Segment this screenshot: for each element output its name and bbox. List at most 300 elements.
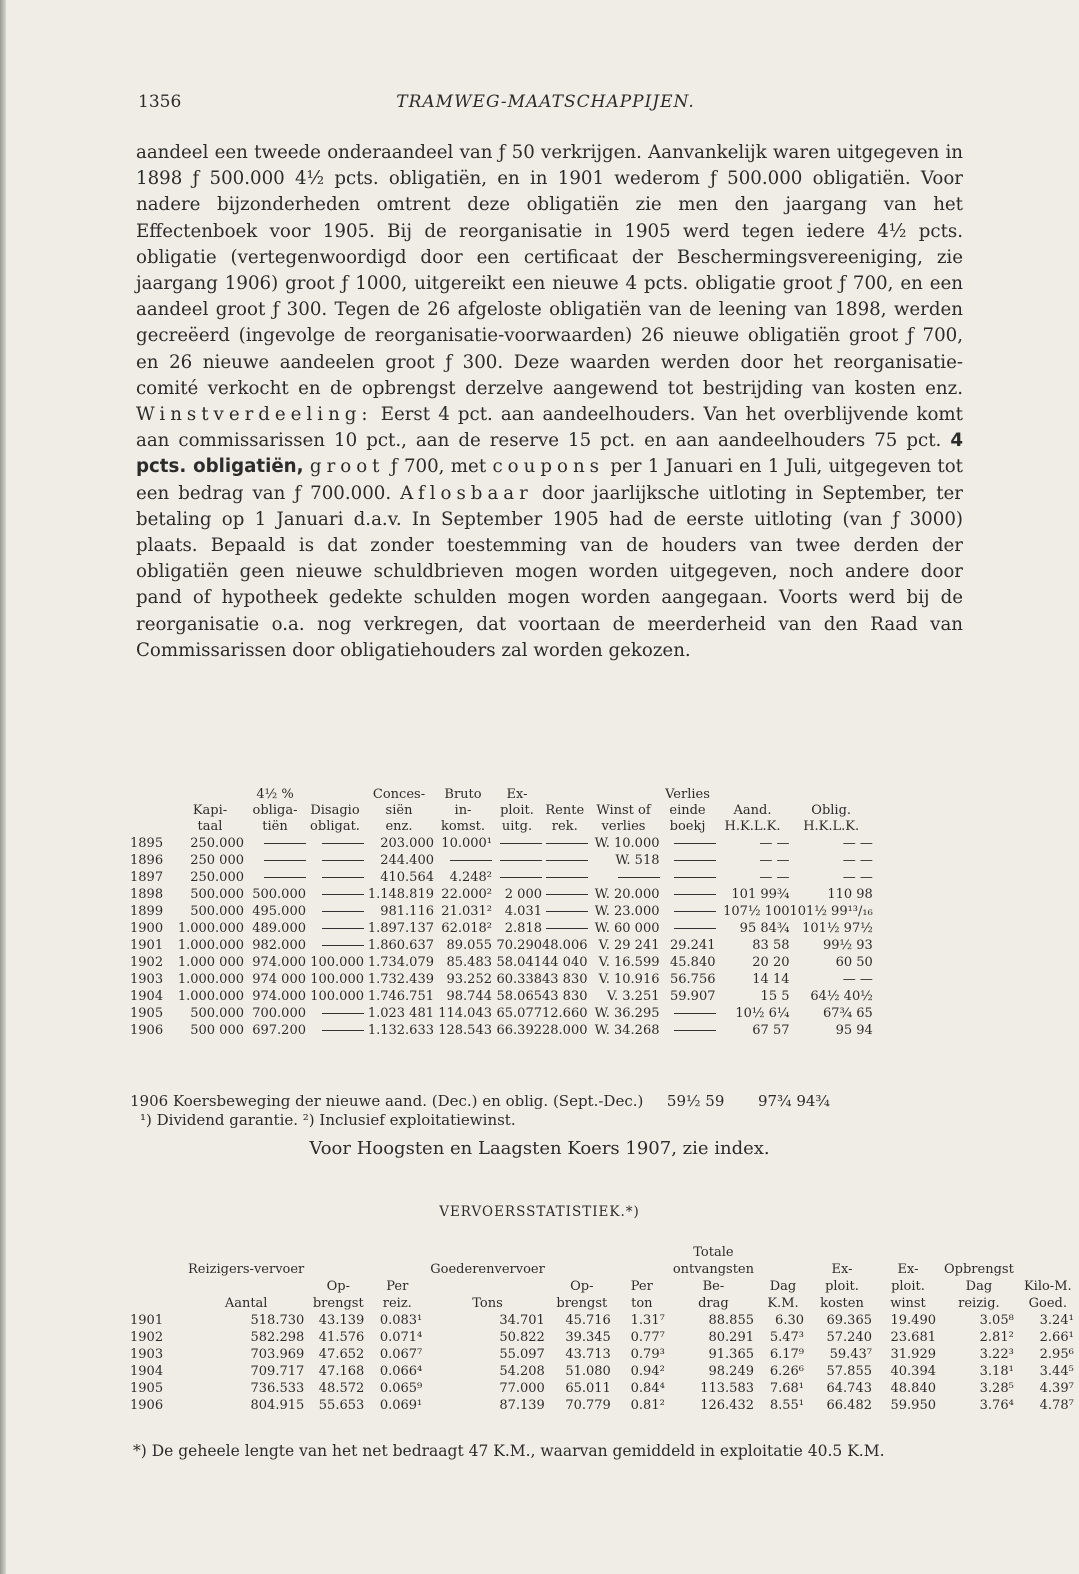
table-cell: 2.66¹ [1039,1330,1074,1345]
table-cell: 95 84¾ [739,921,790,936]
table-cell: 58.041 [496,955,542,970]
dash-mark [322,894,364,895]
header-cell: obligat. [310,819,360,834]
header-cell: K.M. [767,1296,799,1311]
header-cell: Totale [693,1245,734,1260]
table-cell: 1.000.000 [177,921,244,936]
year-cell: 1899 [130,904,164,919]
table-cell: 99½ 93 [823,938,873,953]
header-cell [1014,1244,1074,1261]
header-cell: in- [454,803,472,818]
table-cell: V. 29 241 [598,938,660,953]
year-cell: 1904 [130,989,164,1004]
header-cell [130,1278,180,1295]
header-cell [542,787,588,803]
keyword-aflosbaar: Aflosbaar [400,482,533,504]
table-cell: W. 518 [615,853,660,868]
dash-mark [322,1030,364,1031]
table-row [130,1312,1074,1329]
dash-mark [500,877,542,878]
header-cell [180,1278,304,1295]
table-cell: 0.066⁴ [379,1364,423,1379]
table-cell: 101½ 99¹³/₁₆ [789,904,873,919]
table-cell: 0.067⁷ [379,1347,423,1362]
table-cell: 4.78⁷ [1039,1398,1074,1413]
table-cell: 3.44⁵ [1039,1364,1074,1379]
dash-mark [322,877,364,878]
table-cell: 10½ 6¼ [735,1006,790,1021]
table-cell: 4.39⁷ [1039,1381,1074,1396]
header-cell: enz. [385,819,413,834]
table-cell: 126.432 [700,1398,754,1413]
year-cell: 1905 [130,1006,164,1021]
dash-mark [264,860,306,861]
table-cell: 101 99¾ [731,887,790,902]
header-cell [130,1244,180,1261]
dash-mark [674,877,716,878]
table-cell: 3.05⁸ [979,1313,1014,1328]
header-cell: Tons [472,1296,503,1311]
table-row [130,1329,1074,1346]
table-cell [588,869,660,886]
table-cell: 1.148.819 [367,887,434,902]
table-cell: 107½ 100 [723,904,790,919]
table-cell: 57.855 [826,1364,872,1379]
header-cell: drag [698,1296,729,1311]
header-cell [306,787,364,803]
table-cell: 1.000 000 [177,955,244,970]
table-cell: 43 830 [542,972,588,987]
transport-table-header [130,1244,1074,1312]
table-cell: — — [759,870,790,885]
header-cell [130,1295,180,1312]
table-cell: 489.000 [252,921,306,936]
header-cell [545,1261,611,1278]
header-cell [130,1261,180,1278]
table-cell: 3.76⁴ [979,1398,1014,1413]
table-cell: 23.681 [890,1330,936,1345]
header-cell: Winst of [596,803,651,818]
table-cell: 500.000 [190,887,244,902]
table-cell: — — [759,853,790,868]
table-cell: 48.006 [542,938,588,953]
dash-mark [264,843,306,844]
table-cell: 45.840 [670,955,716,970]
table-cell [660,852,716,869]
financial-table-header [130,787,873,835]
header-cell: Rente [545,803,585,818]
table-cell [306,1005,364,1022]
table-row [130,852,873,869]
table-cell: 43.139 [318,1313,365,1328]
dash-mark [546,843,588,844]
header-cell: Be- [702,1279,725,1294]
table-cell: 10.000¹ [441,836,492,851]
table-cell: — — [842,836,873,851]
table-cell: 66.482 [826,1398,872,1413]
table-cell: 114.043 [438,1006,492,1021]
table-cell [660,903,716,920]
table-cell: W. 34.268 [594,1023,660,1038]
table-cell: 697.200 [252,1023,306,1038]
table-cell: 0.065⁹ [379,1381,423,1396]
header-cell: obliga- [252,803,298,818]
dash-mark [322,945,364,946]
header-cell [304,1261,364,1278]
body-text [136,140,963,664]
header-cell: Disagio [310,803,360,818]
dash-mark [322,928,364,929]
table-cell: 69.365 [826,1313,872,1328]
header-cell: reizig. [958,1296,1000,1311]
table-cell: 57.240 [826,1330,872,1345]
table-cell: 64½ 40½ [810,989,873,1004]
table-cell: 974 000 [252,972,306,987]
transport-footnote: *) De geheele lengte van het net bedraagt 47 K.M., waarvan gemiddeld in exploitatie 40.5 K.M. [133,1442,885,1460]
header-cell: Dag [769,1279,797,1294]
table-cell: 495.000 [252,904,306,919]
table-cell: 974.000 [252,955,306,970]
page-header [128,88,963,118]
year-cell: 1901 [130,938,164,953]
table-cell: 55.653 [318,1398,365,1413]
table-cell [244,869,306,886]
table-cell: 250 000 [190,853,244,868]
dash-mark [546,860,588,861]
table-cell: 45.716 [565,1313,611,1328]
table-cell [660,1005,716,1022]
header-cell: Dag [965,1279,993,1294]
header-cell [790,787,873,803]
header-row [130,803,873,819]
header-cell [364,1261,422,1278]
year-cell: 1900 [130,921,164,936]
dash-mark [674,894,716,895]
table-cell: 47.652 [318,1347,365,1362]
table-row [130,1363,1074,1380]
header-cell [611,1261,665,1278]
table-cell: 982.000 [252,938,306,953]
table-cell: 6.30 [775,1313,804,1328]
keyword-coupons: coupons [492,456,604,478]
table-cell: 89.055 [446,938,492,953]
header-cell: winst [890,1296,926,1311]
header-cell: Aand. [733,803,772,818]
dash-mark [674,911,716,912]
text-winst: Eerst 4 pct. aan aandeelhouders. Van het overblijvende komt aan commissarissen 10 pct., aan de reserve 15 pct. en aan aandeelhouders 75 pct. [136,404,963,452]
header-cell: uitg. [501,819,533,834]
table-cell: 85.483 [446,955,492,970]
table-cell: 83 58 [752,938,790,953]
table-cell [244,852,306,869]
header-cell [588,787,660,803]
table-cell [542,852,588,869]
table-cell [306,920,364,937]
koers-oblig: 97¾ 94¾ [757,1092,830,1110]
table-cell [306,1022,364,1039]
table-cell: 1.734.079 [367,955,434,970]
text-coupons: per 1 Januari en 1 Juli, uitgegeven tot een bedrag van ƒ 700.000. [136,456,963,504]
table-row [130,903,873,920]
table-row [130,954,873,971]
header-cell: brengst [556,1296,608,1311]
header-cell: Op- [326,1279,350,1294]
table-row [130,1380,1074,1397]
table-cell: 2.818 [504,921,542,936]
table-cell [306,886,364,903]
table-cell: 410.564 [380,870,434,885]
dash-mark [618,877,660,878]
table-cell: — — [842,853,873,868]
header-cell: ton [631,1296,653,1311]
header-cell [304,1244,364,1261]
dash-mark [546,928,588,929]
table-cell: 80.291 [708,1330,754,1345]
header-cell: reiz. [382,1296,412,1311]
table-cell: 7.68¹ [769,1381,804,1396]
table-cell [660,886,716,903]
header-cell [754,1244,804,1261]
table-cell: 98.249 [708,1364,754,1379]
header-cell: ploit. [500,803,534,818]
table-cell: 50.822 [499,1330,545,1345]
header-cell: siën [385,803,413,818]
table-cell: 1.746.751 [367,989,434,1004]
header-cell: tiën [262,819,288,834]
table-cell: 21.031² [441,904,492,919]
header-cell: Goed. [1028,1296,1067,1311]
table-cell: 0.84⁴ [630,1381,665,1396]
table-cell [660,835,716,852]
table-cell: 0.069¹ [379,1398,423,1413]
table-row [130,920,873,937]
table-cell: 77.000 [499,1381,545,1396]
header-cell [545,1244,611,1261]
header-cell: Oblig. [811,803,852,818]
table-cell: W. 20.000 [594,887,660,902]
header-cell [176,787,244,803]
table-cell: 48.840 [890,1381,936,1396]
table-cell: V. 3.251 [606,989,660,1004]
table-cell: 43.713 [565,1347,611,1362]
table-cell: 2.95⁶ [1039,1347,1074,1362]
table-cell: 67¾ 65 [823,1006,873,1021]
table-cell: 91.365 [708,1347,754,1362]
table-cell: 39.345 [565,1330,611,1345]
table-cell: 31.929 [890,1347,936,1362]
table-cell: 700.000 [252,1006,306,1021]
table-cell: 8.55¹ [769,1398,804,1413]
table-cell: 101½ 97½ [802,921,873,936]
header-row [130,1244,1074,1261]
table-cell: 0.071⁴ [379,1330,423,1345]
dash-mark [322,860,364,861]
table-cell: W. 60 000 [594,921,660,936]
header-row [130,1295,1074,1312]
table-cell: 54.208 [499,1364,545,1379]
table-cell [306,852,364,869]
table-cell: 15 5 [760,989,790,1004]
header-cell: kosten [820,1296,864,1311]
dash-mark [674,1030,716,1031]
table-cell: 0.81² [630,1398,665,1413]
table-cell: — — [842,870,873,885]
table-cell: 128.543 [438,1023,492,1038]
table-cell: 1.000.000 [177,938,244,953]
table-cell [660,1022,716,1039]
table-cell: 43 830 [542,989,588,1004]
year-cell: 1898 [130,887,164,902]
table-cell: 56.756 [670,972,716,987]
table-row [130,937,873,954]
table-row [130,869,873,886]
table-cell: 6.26⁶ [769,1364,804,1379]
table-cell: 19.490 [890,1313,936,1328]
dash-mark [322,911,364,912]
table-cell: 500 000 [190,1023,244,1038]
table-row [130,1346,1074,1363]
dash-mark [546,911,588,912]
table-row [130,886,873,903]
dash-mark [500,843,542,844]
table-cell: 40.394 [890,1364,936,1379]
header-cell: ploit. [825,1279,859,1294]
table-cell: 62.018² [441,921,492,936]
table-cell: 98.744 [446,989,492,1004]
table-cell: 1.132.633 [367,1023,434,1038]
table-cell [492,852,542,869]
table-cell [542,835,588,852]
keyword-winstverdeeling: Winstverdeeling: [136,404,373,426]
table-cell: 110 98 [827,887,873,902]
table-cell: 1.000.000 [177,989,244,1004]
keyword-groot: groot [309,456,385,478]
year-cell: 1906 [130,1023,164,1038]
table-cell: 100.000 [310,989,364,1004]
financial-footnotes: ¹) Dividend garantie. ²) Inclusief exploitatiewinst. [140,1111,516,1129]
table-cell: 20 20 [752,955,790,970]
table-cell: 0.77⁷ [630,1330,665,1345]
year-cell: 1905 [130,1381,164,1396]
table-cell [306,903,364,920]
table-row [130,988,873,1005]
dash-mark [546,894,588,895]
year-cell: 1903 [130,1347,164,1362]
header-cell: Opbrengst [944,1262,1014,1277]
table-cell: W. 10.000 [594,836,660,851]
table-cell: 100.000 [310,972,364,987]
header-cell [716,787,790,803]
header-cell: Aantal [224,1296,268,1311]
table-cell: 500.000 [190,904,244,919]
header-cell: einde [669,803,706,818]
table-cell: 66.392 [496,1023,542,1038]
table-cell: 58.065 [496,989,542,1004]
table-cell: 60 50 [835,955,873,970]
table-cell [660,869,716,886]
year-cell: 1902 [130,1330,164,1345]
header-cell: Verlies [665,787,710,802]
table-cell: 44 040 [542,955,588,970]
table-cell: 2 000 [504,887,542,902]
dash-mark [674,843,716,844]
header-cell: Kilo-M. [1023,1279,1072,1294]
table-cell: 244.400 [380,853,434,868]
header-cell: H.K.L.K. [803,819,860,834]
header-cell [422,1278,545,1295]
table-cell: 1.31⁷ [630,1313,665,1328]
table-cell: 22.000² [441,887,492,902]
table-cell: 47.168 [318,1364,365,1379]
table-cell: 88.855 [708,1313,754,1328]
table-cell: 3.22³ [979,1347,1014,1362]
table-cell: W. 36.295 [594,1006,660,1021]
header-cell [130,803,176,819]
table-cell: 64.743 [826,1381,872,1396]
dash-mark [674,1013,716,1014]
header-cell: Per [630,1279,653,1294]
dash-mark [322,843,364,844]
table-cell: 4.248² [449,870,492,885]
table-cell: 70.290 [496,938,542,953]
table-cell [542,920,588,937]
table-cell: 34.701 [499,1313,545,1328]
table-cell [492,835,542,852]
header-cell [130,819,176,835]
header-cell [364,1244,422,1261]
table-cell: 974.000 [252,989,306,1004]
transport-table-body [130,1312,1074,1414]
year-cell: 1904 [130,1364,164,1379]
year-cell: 1897 [130,870,164,885]
table-row [130,1005,873,1022]
text-amount: ƒ 700, met [390,456,487,478]
year-cell: 1902 [130,955,164,970]
table-cell: 87.139 [499,1398,545,1413]
text-intro: aandeel een tweede onderaandeel van ƒ 50 verkrijgen. Aanvankelijk waren uitgegeven in 1898 ƒ 500.000 4½ pcts. obligatiën, en in 1901 wederom ƒ 500.000 obligatiën. Voor nadere bijzonderheden omtrent deze obligatiën zie men den jaargang van het Effectenboek voor 1905. Bij de reorganisatie in 1905 werd tegen iedere 4½ pcts. obligatie (vertegenwoordigd door een certificaat der Beschermingsvereeniging, zie jaargang 1906) groot ƒ 1000, uitgereikt een nieuwe 4 pcts. obligatie groot ƒ 700, en een aandeel groot ƒ 300. Tegen de 26 afgeloste obligatiën van de leening van 1898, werden gecreëerd (ingevolge de reorganisatie-voorwaarden) 26 nieuwe obligatiën groot ƒ 700, en 26 nieuwe aandeelen groot ƒ 300. Deze waarden werden door het reorganisatie-comité verkocht en de opbrengst derzelve aangewend tot bestrijding van kosten enz. [136,142,963,399]
year-cell: 1906 [130,1398,164,1413]
header-cell: H.K.L.K. [724,819,781,834]
header-cell: brengst [312,1296,364,1311]
header-cell: ploit. [891,1279,925,1294]
transport-title: VERVOERSSTATISTIEK.*) [439,1204,640,1220]
table-cell: 804.915 [250,1398,305,1413]
table-cell: 981.116 [380,904,434,919]
financial-table-body [130,835,873,1039]
header-cell: Goederenvervoer [430,1262,545,1277]
header-cell: Reizigers-vervoer [188,1262,305,1277]
table-row [130,1397,1074,1414]
table-cell: 736.533 [250,1381,305,1396]
table-cell: 48.572 [318,1381,365,1396]
table-cell: 0.083¹ [379,1313,423,1328]
header-cell [936,1244,1014,1261]
table-cell: 60.338 [496,972,542,987]
table-cell: 250.000 [190,870,244,885]
table-cell: 1.897.137 [367,921,434,936]
table-cell: 59.950 [890,1398,936,1413]
header-cell: Bruto [444,787,482,802]
dash-mark [546,877,588,878]
header-cell [180,1244,304,1261]
table-cell: 28.000 [542,1023,588,1038]
table-cell [542,886,588,903]
table-cell: 1.023 481 [367,1006,434,1021]
table-cell: 59.43⁷ [829,1347,872,1362]
table-cell: 3.18¹ [979,1364,1014,1379]
header-cell: Ex- [897,1262,919,1277]
table-cell: 65.011 [565,1381,611,1396]
